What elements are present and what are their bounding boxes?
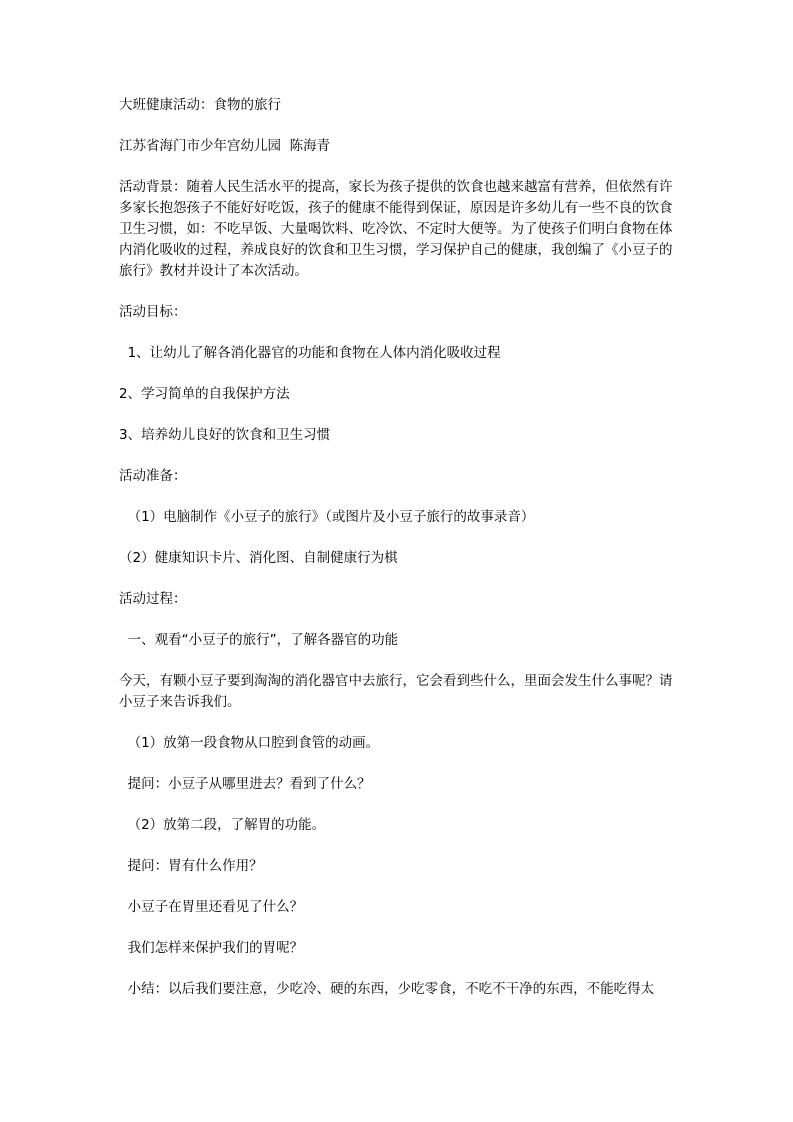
document-author: 江苏省海门市少年宫幼儿园 陈海青 [119, 138, 331, 154]
paragraph-question-4: 我们怎样来保护我们的胃呢？ [119, 940, 304, 956]
paragraph-prep-2: （2）健康知识卡片、消化图、自制健康行为棋 [119, 550, 398, 566]
paragraph-intro: 今天，有颗小豆子要到淘淘的消化器官中去旅行，它会看到些什么，里面会发生什么事呢？请小豆子来告诉我们。 [119, 673, 673, 710]
paragraph-step-1: 一、观看“小豆子的旅行”，了解各器官的功能 [119, 632, 399, 648]
paragraph-prep-heading: 活动准备： [119, 468, 187, 484]
paragraph-process-heading: 活动过程： [119, 591, 187, 607]
paragraph-question-3: 小豆子在胃里还看见了什么？ [119, 899, 304, 915]
paragraph-goal-2: 2、学习简单的自我保护方法 [119, 386, 290, 402]
paragraph-play-2: （2）放第二段，了解胃的功能。 [119, 817, 326, 833]
paragraph-play-1: （1）放第一段食物从口腔到食管的动画。 [119, 735, 380, 751]
paragraph-summary: 小结：以后我们要注意，少吃冷、硬的东西，少吃零食，不吃不干净的东西，不能吃得太 [119, 981, 655, 997]
paragraph-prep-1: （1）电脑制作《小豆子的旅行》（或图片及小豆子旅行的故事录音） [119, 509, 535, 525]
paragraph-question-1: 提问：小豆子从哪里进去？看到了什么？ [119, 776, 371, 792]
paragraph-goal-3: 3、培养幼儿良好的饮食和卫生习惯 [119, 427, 331, 443]
document-page [119, 95, 679, 1020]
paragraph-background: 活动背景：随着人民生活水平的提高，家长为孩子提供的饮食也越来越富有营养，但依然有许多家长抱怨孩子不能好好吃饭，孩子的健康不能得到保证，原因是许多幼儿有一些不良的饮食卫生习惯，如：不吃早饭、大量喝饮料、吃冷饮、不定时大便等。为了使孩子们明白食物在体内消化吸收的过程，养成良好的饮食和卫生习惯，学习保护自己的健康，我创编了《小豆子的旅行》教材并设计了本次活动。 [119, 179, 673, 279]
paragraph-goals-heading: 活动目标： [119, 304, 187, 320]
paragraph-question-2: 提问：胃有什么作用？ [119, 858, 263, 874]
document-title: 大班健康活动：食物的旅行 [119, 97, 281, 113]
paragraph-goal-1: 1、让幼儿了解各消化器官的功能和食物在人体内消化吸收过程 [119, 345, 501, 361]
